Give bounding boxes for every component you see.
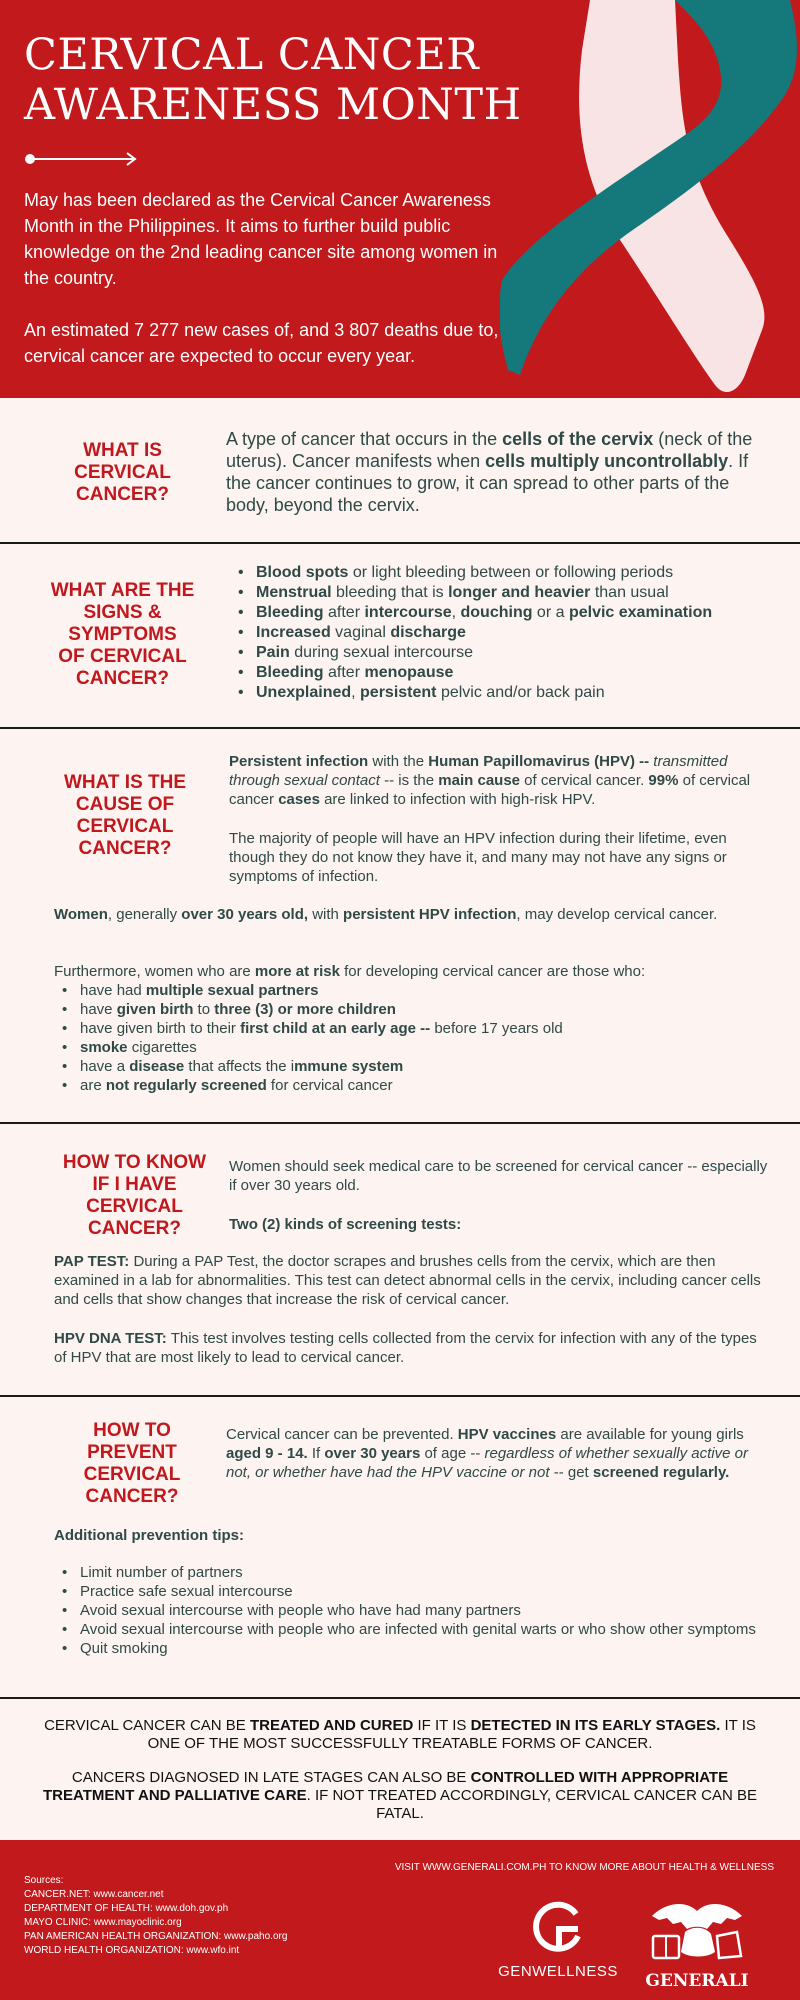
- list-item: • Blood spots or light bleeding between or following periods: [230, 563, 770, 583]
- know-paragraph-2: Two (2) kinds of screening tests:: [229, 1216, 462, 1233]
- section-divider: [0, 542, 800, 544]
- footer: [0, 1840, 800, 2000]
- list-item: • have a disease that affects the immune system: [54, 1057, 764, 1076]
- prevention-tips-label: Additional prevention tips:: [54, 1527, 244, 1544]
- source-item: MAYO CLINIC: www.mayoclinic.org: [24, 1917, 182, 1928]
- cause-paragraph-2: The majority of people will have an HPV infection during their lifetime, even though they do not know they have it, and many may not have any signs or symptoms of infection.: [229, 830, 727, 885]
- risk-factors-list: [54, 981, 764, 1095]
- list-item: • Increased vaginal discharge: [230, 623, 770, 643]
- list-item: • Pain during sexual intercourse: [230, 643, 770, 663]
- cause-question: WHAT IS THE CAUSE OF CERVICAL CANCER?: [63, 772, 187, 859]
- list-item: • Avoid sexual intercourse with people who are infected with genital warts or who show other symptoms: [54, 1620, 764, 1639]
- list-item: • have had multiple sexual partners: [54, 981, 764, 1000]
- source-item: PAN AMERICAN HEALTH ORGANIZATION: www.paho.org: [24, 1931, 288, 1942]
- section-divider: [0, 1697, 800, 1699]
- list-item: • have given birth to their first child at an early age -- before 17 years old: [54, 1019, 764, 1038]
- what-is-answer: A type of cancer that occurs in the cells of the cervix (neck of the uterus). Cancer manifests when cells multiply uncontrollably. If the cancer continues to grow, it can spread to other parts of the body, beyond the cervix.: [226, 429, 753, 515]
- visit-link[interactable]: VISIT WWW.GENERALI.COM.PH TO KNOW MORE ABOUT HEALTH & WELLNESS: [394, 1862, 774, 1873]
- prevent-paragraph: Cervical cancer can be prevented. HPV vaccines are available for young girls aged 9 - 14. If over 30 years of age -- regardless of whether sexually active or not, or whether have had the HPV vaccine or not -- get screened regularly.: [226, 1426, 748, 1481]
- source-item: DEPARTMENT OF HEALTH: www.doh.gov.ph: [24, 1903, 229, 1914]
- arrow-right-icon: [24, 152, 139, 166]
- list-item: • Practice safe sexual intercourse: [54, 1582, 764, 1601]
- genwellness-logo: GENWELLNESS: [498, 1900, 618, 1980]
- awareness-ribbon-icon: [500, 0, 800, 398]
- know-paragraph-1: Women should seek medical care to be screened for cervical cancer -- especially if over 30 years old.: [229, 1158, 768, 1194]
- cause-paragraph-3: Women, generally over 30 years old, with persistent HPV infection, may develop cervical cancer.: [54, 906, 718, 923]
- list-item: • smoke cigarettes: [54, 1038, 764, 1057]
- hpv-dna-test-text: HPV DNA TEST: This test involves testing cells collected from the cervix for infection with any of the types of HPV that are most likely to lead to cervical cancer.: [54, 1330, 757, 1366]
- what-is-question: WHAT IS CERVICAL CANCER?: [74, 440, 171, 505]
- section-divider: [0, 1395, 800, 1397]
- source-item: CANCER.NET: www.cancer.net: [24, 1889, 164, 1900]
- prevention-tips-list: [54, 1563, 764, 1658]
- list-item: • Avoid sexual intercourse with people who have had many partners: [54, 1601, 764, 1620]
- header-banner: [0, 0, 800, 398]
- section-divider: [0, 727, 800, 729]
- know-question: HOW TO KNOW IF I HAVE CERVICAL CANCER?: [62, 1152, 207, 1239]
- symptoms-list: [230, 563, 770, 703]
- page-title: CERVICAL CANCER AWARENESS MONTH: [24, 30, 522, 130]
- sources-list: Sources: CANCER.NET: www.cancer.net DEPARTMENT OF HEALTH: www.doh.gov.ph MAYO CLINIC: www.mayoclinic.org PAN AMERICAN HEALTH ORGANIZATION: www.paho.org WORLD HEALTH ORGANIZATION: www.wfo.int: [24, 1875, 288, 1956]
- section-divider: [0, 1122, 800, 1124]
- winged-lion-icon: [647, 1896, 747, 1966]
- prevent-question: HOW TO PREVENT CERVICAL CANCER?: [83, 1420, 181, 1507]
- cause-paragraph-4: Furthermore, women who are more at risk for developing cervical cancer are those who:: [54, 963, 646, 980]
- list-item: • Bleeding after menopause: [230, 663, 770, 683]
- callout-late-stage: CANCERS DIAGNOSED IN LATE STAGES CAN ALSO BE CONTROLLED WITH APPROPRIATE TREATMENT AND PALLIATIVE CARE. IF NOT TREATED ACCORDINGLY, CERVICAL CANCER CAN BE FATAL.: [43, 1769, 757, 1822]
- intro-text: May has been declared as the Cervical Cancer Awareness Month in the Philippines. It aims to further build public knowledge on the 2nd leading cancer site among women in the country.: [24, 190, 498, 288]
- list-item: • have given birth to three (3) or more children: [54, 1000, 764, 1019]
- list-item: • Bleeding after intercourse, douching or a pelvic examination: [230, 603, 770, 623]
- list-item: • are not regularly screened for cervical cancer: [54, 1076, 764, 1095]
- cause-paragraph-1: Persistent infection with the Human Papillomavirus (HPV) -- transmitted through sexual contact -- is the main cause of cervical cancer. 99% of cervical cancer cases are linked to infection with high-risk HPV.: [229, 753, 751, 808]
- list-item: • Quit smoking: [54, 1639, 764, 1658]
- estimate-text: An estimated 7 277 new cases of, and 3 807 deaths due to, cervical cancer are expected to occur every year.: [24, 320, 499, 366]
- symptoms-question: WHAT ARE THE SIGNS & SYMPTOMS OF CERVICAL CANCER?: [50, 580, 195, 689]
- list-item: • Menstrual bleeding that is longer and heavier than usual: [230, 583, 770, 603]
- list-item: • Unexplained, persistent pelvic and/or back pain: [230, 683, 770, 703]
- pap-test-text: PAP TEST: During a PAP Test, the doctor scrapes and brushes cells from the cervix, which are then examined in a lab for abnormalities. This test can detect abnormal cells in the cervix, including cancer cells and cells that show changes that increase the risk of cervical cancer.: [54, 1253, 761, 1308]
- list-item: • Limit number of partners: [54, 1563, 764, 1582]
- generali-logo: GENERALI: [642, 1896, 752, 1991]
- callout-early-detection: CERVICAL CANCER CAN BE TREATED AND CURED IF IT IS DETECTED IN ITS EARLY STAGES. IT IS ONE OF THE MOST SUCCESSFULLY TREATABLE FORMS OF CANCER.: [44, 1717, 756, 1752]
- genwellness-g-icon: [530, 1900, 586, 1956]
- source-item: WORLD HEALTH ORGANIZATION: www.wfo.int: [24, 1945, 240, 1956]
